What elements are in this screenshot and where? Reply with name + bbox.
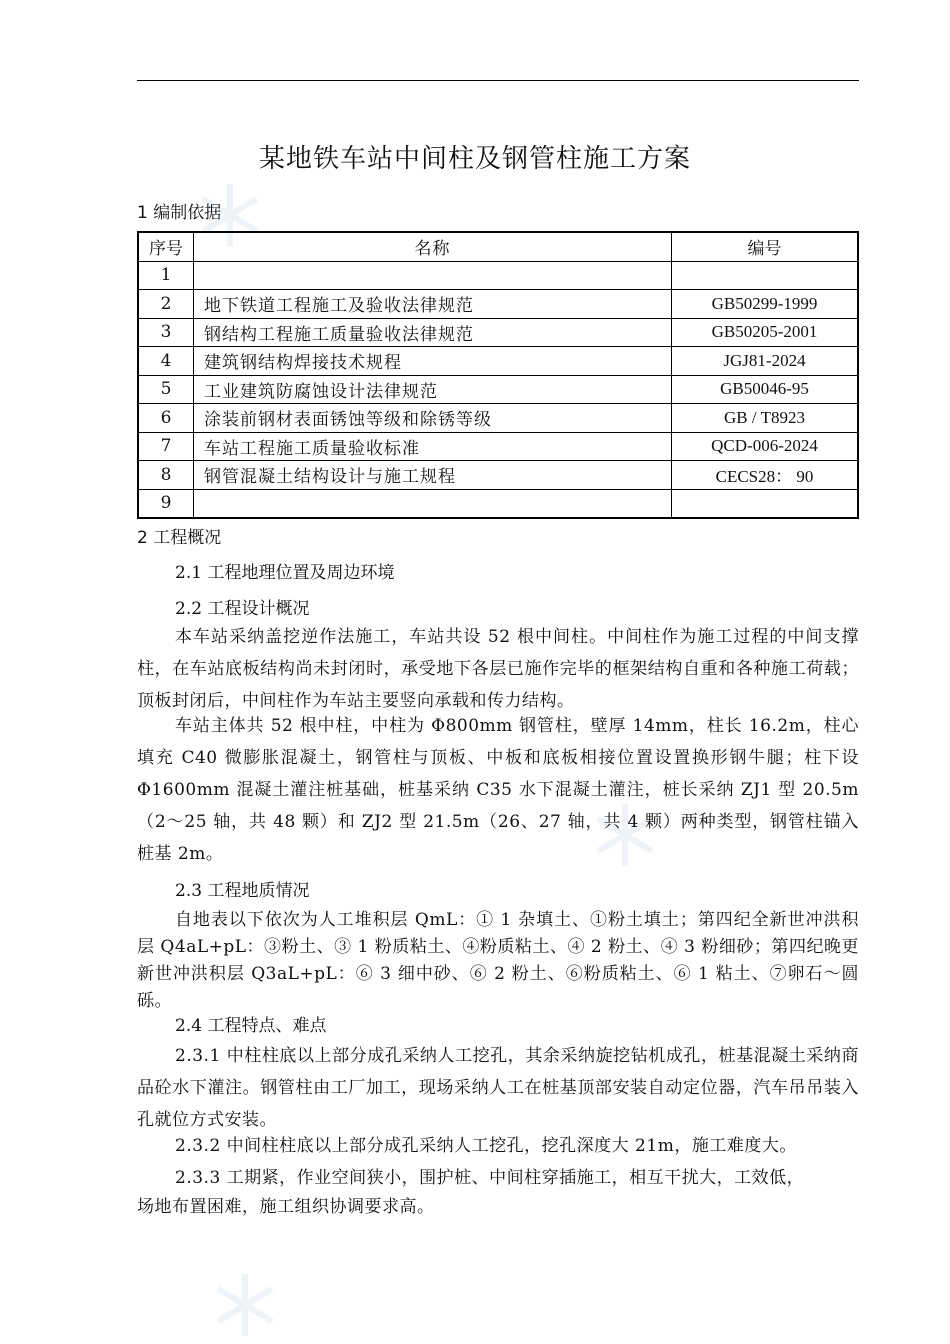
- paragraph-feature-3a: 2.3.3 工期紧，作业空间狭小，围护桩、中间柱穿插施工，相互干扰大，工效低，: [175, 1168, 805, 1188]
- row-name: 涂装前钢材表面锈蚀等级和除锈等级: [194, 404, 672, 433]
- subsection-2-1: 2.1 工程地理位置及周边环境: [175, 563, 395, 583]
- table-row: [138, 489, 858, 518]
- row-code: JGJ81-2024: [672, 347, 859, 376]
- paragraph-feature-3b: 场地布置困难，施工组织协调要求高。: [137, 1197, 435, 1217]
- row-name: 钢结构工程施工质量验收法律规范: [194, 318, 672, 347]
- table-header-row: [138, 232, 858, 261]
- paragraph-feature-2: 2.3.2 中间柱柱底以上部分成孔采纳人工挖孔，挖孔深度大 21m，施工难度大。: [175, 1136, 797, 1156]
- row-name: 建筑钢结构焊接技术规程: [194, 347, 672, 376]
- table-row: [138, 347, 858, 376]
- row-name: 工业建筑防腐蚀设计法律规范: [194, 375, 672, 404]
- subsection-2-2: 2.2 工程设计概况: [175, 599, 310, 619]
- row-name: 地下铁道工程施工及验收法律规范: [194, 290, 672, 319]
- section-heading-basis: 1 编制依据: [137, 203, 222, 223]
- row-code: [672, 261, 859, 290]
- row-index: 6: [138, 404, 194, 433]
- row-code: GB50046-95: [672, 375, 859, 404]
- paragraph-geology: 自地表以下依次为人工堆积层 QmL：① 1 杂填土、①粉土填土；第四纪全新世冲洪积层 Q4aL+pL：③粉土、③ 1 粉质粘土、④粉质粘土、④ 2 粉土、④ 3 粉细砂；第四纪晚更新世冲洪积层 Q3aL+pL：⑥ 3 细中砂、⑥ 2 粉土、⑥粉质粘土、⑥ 1 粘土、⑦卵石～圆砾。: [137, 910, 859, 1011]
- row-index: 9: [138, 489, 194, 518]
- header-code: 编号: [672, 232, 859, 261]
- reference-standards-table: [137, 231, 859, 519]
- row-index: 5: [138, 375, 194, 404]
- section-heading-overview: 2 工程概况: [137, 528, 222, 548]
- header-index: 序号: [138, 232, 194, 261]
- paragraph-design-2: 车站主体共 52 根中柱，中柱为 Φ800mm 钢管柱，壁厚 14mm，柱长 16.2m，柱心填充 C40 微膨胀混凝土，钢管柱与顶板、中板和底板相接位置设置换形钢牛腿；柱下设 Φ1600mm 混凝土灌注桩基础，桩基采纳 C35 水下混凝土灌注，桩长采纳 ZJ1 型 20.5m（2～25 轴，共 48 颗）和 ZJ2 型 21.5m（26、27 轴，共 4 颗）两种类型，钢管柱锚入桩基 2m。: [137, 716, 859, 864]
- subsection-2-4: 2.4 工程特点、难点: [175, 1016, 327, 1036]
- row-name: [194, 261, 672, 290]
- row-name: 车站工程施工质量验收标准: [194, 432, 672, 461]
- row-index: 1: [138, 261, 194, 290]
- row-index: 8: [138, 461, 194, 490]
- row-index: 7: [138, 432, 194, 461]
- table-row: [138, 404, 858, 433]
- header-name: 名称: [194, 232, 672, 261]
- row-code: CECS28： 90: [672, 461, 859, 490]
- row-code: GB50205-2001: [672, 318, 859, 347]
- row-index: 3: [138, 318, 194, 347]
- document-title: 某地铁车站中间柱及钢管柱施工方案: [258, 144, 691, 174]
- row-index: 2: [138, 290, 194, 319]
- row-code: QCD-006-2024: [672, 432, 859, 461]
- table-row: [138, 261, 858, 290]
- paragraph-feature-1: 2.3.1 中柱柱底以上部分成孔采纳人工挖孔，其余采纳旋挖钻机成孔，桩基混凝土采纳商品砼水下灌注。钢管柱由工厂加工，现场采纳人工在桩基顶部安装自动定位器，汽车吊吊装入孔就位方式安装。: [137, 1046, 859, 1130]
- paragraph-design-1: 本车站采纳盖挖逆作法施工，车站共设 52 根中间柱。中间柱作为施工过程的中间支撑柱，在车站底板结构尚未封闭时，承受地下各层已施作完毕的框架结构自重和各种施工荷载；顶板封闭后，中间柱作为车站主要竖向承载和传力结构。: [137, 627, 859, 711]
- row-name: [194, 489, 672, 518]
- row-code: [672, 489, 859, 518]
- header-rule: [137, 80, 859, 81]
- row-code: GB / T8923: [672, 404, 859, 433]
- table-row: [138, 375, 858, 404]
- row-code: GB50299-1999: [672, 290, 859, 319]
- row-index: 4: [138, 347, 194, 376]
- row-name: 钢管混凝土结构设计与施工规程: [194, 461, 672, 490]
- subsection-2-3: 2.3 工程地质情况: [175, 881, 310, 901]
- snowflake-watermark-icon: [210, 1270, 280, 1340]
- table-row: [138, 432, 858, 461]
- table-row: [138, 318, 858, 347]
- table-row: [138, 290, 858, 319]
- table-row: [138, 461, 858, 490]
